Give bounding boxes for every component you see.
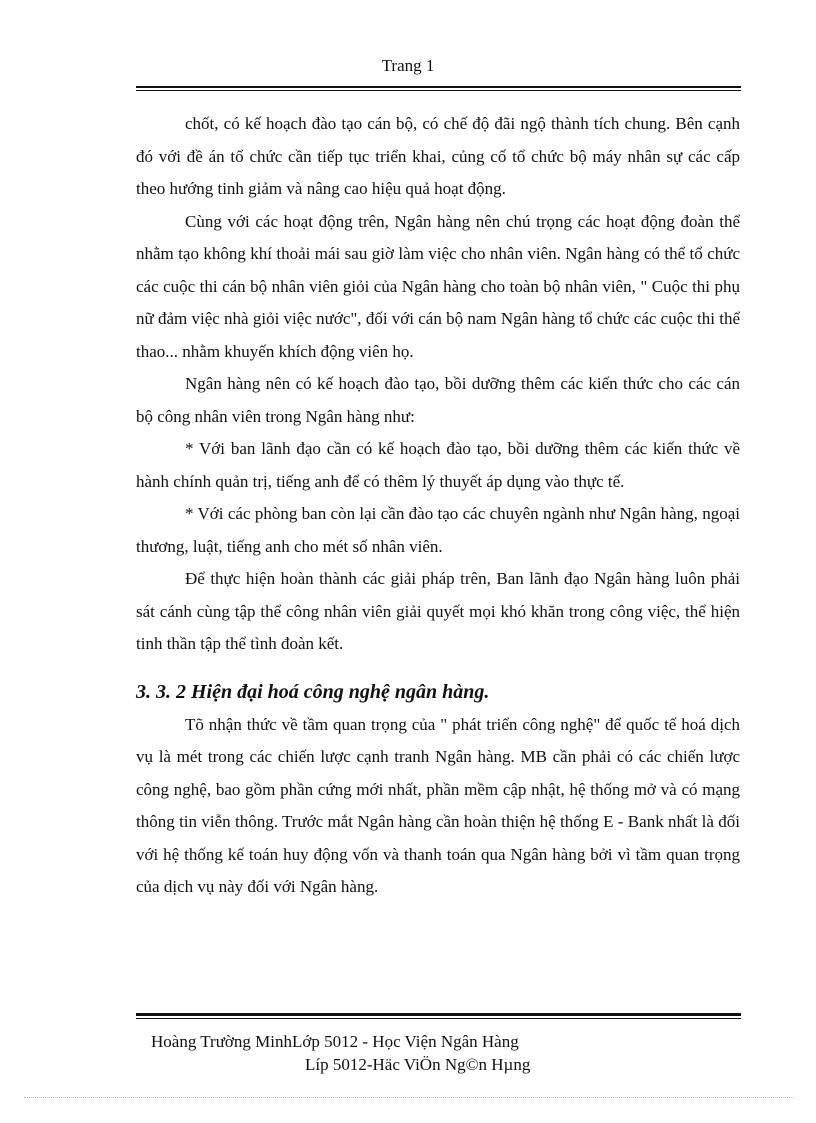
paragraph-3: Ngân hàng nên có kế hoạch đào tạo, bồi dưỡng thêm các kiến thức cho các cán bộ công nhân viên trong Ngân hàng như: [136,374,740,426]
paragraph-4: * Với ban lãnh đạo cần có kế hoạch đào tạo, bồi dưỡng thêm các kiến thức về hành chính quản trị, tiếng anh để có thêm lý thuyết áp dụng vào thực tế. [136,439,740,491]
paragraph-6: Để thực hiện hoàn thành các giải pháp trên, Ban lãnh đạo Ngân hàng luôn phải sát cánh cùng tập thể công nhân viên giải quyết mọi khó khăn trong công việc, thể hiện tinh thần tập thể tình đoàn kết. [136,569,740,653]
footer-class-line: Líp 5012-Häc ViÖn Ng©n Hµng [305,1055,531,1074]
paragraph-2: Cùng với các hoạt động trên, Ngân hàng nên chú trọng các hoạt động đoàn thể nhằm tạo không khí thoải mái sau giờ làm việc cho nhân viên. Ngân hàng có thể tổ chức các cuộc thi cán bộ nhân viên giỏi của Ngân hàng cho toàn bộ nhân viên, " Cuộc thi phụ nữ đảm việc nhà giỏi việc nước", đối với cán bộ nam Ngân hàng tổ chức các cuộc thi thể thao... nhằm khuyến khích động viên họ. [136,211,740,361]
footer-divider [136,1013,741,1019]
page-header-title: Trang 1 [381,56,435,75]
section-heading: 3. 3. 2 Hiện đại hoá công nghệ ngân hàng. [136,680,490,703]
header-divider [136,86,741,91]
footer-author-line: Hoàng Trường MinhLớp 5012 - Học Viện Ngân Hàng [151,1032,519,1051]
section-paragraph: Tõ nhận thức về tầm quan trọng của " phát triển công nghệ" để quốc tế hoá dịch vụ là mét trong các chiến lược cạnh tranh Ngân hàng. MB cần phải có các chiến lược công nghệ, bao gồm phần cứng mới nhất, phần mềm cập nhật, hệ thống mở và có mạng thông tin viễn thông. Trước mắt Ngân hàng cần hoàn thiện hệ thống E - Bank nhất là đối với hệ thống kế toán huy động vốn và thanh toán qua Ngân hàng bởi vì tầm quan trọng của dịch vụ này đối với Ngân hàng. [136,714,740,896]
paragraph-1: chốt, có kế hoạch đào tạo cán bộ, có chế độ đãi ngộ thành tích chung. Bên cạnh đó với đề án tổ chức cần tiếp tục triển khai, củng cố tổ chức bộ máy nhân sự các cấp theo hướng tinh giảm và nâng cao hiệu quả hoạt động. [136,114,740,198]
page-bottom-edge [24,1097,794,1098]
paragraph-5: * Với các phòng ban còn lại cần đào tạo các chuyên ngành như Ngân hàng, ngoại thương, luật, tiếng anh cho mét số nhân viên. [136,504,740,556]
document-body [136,108,740,904]
